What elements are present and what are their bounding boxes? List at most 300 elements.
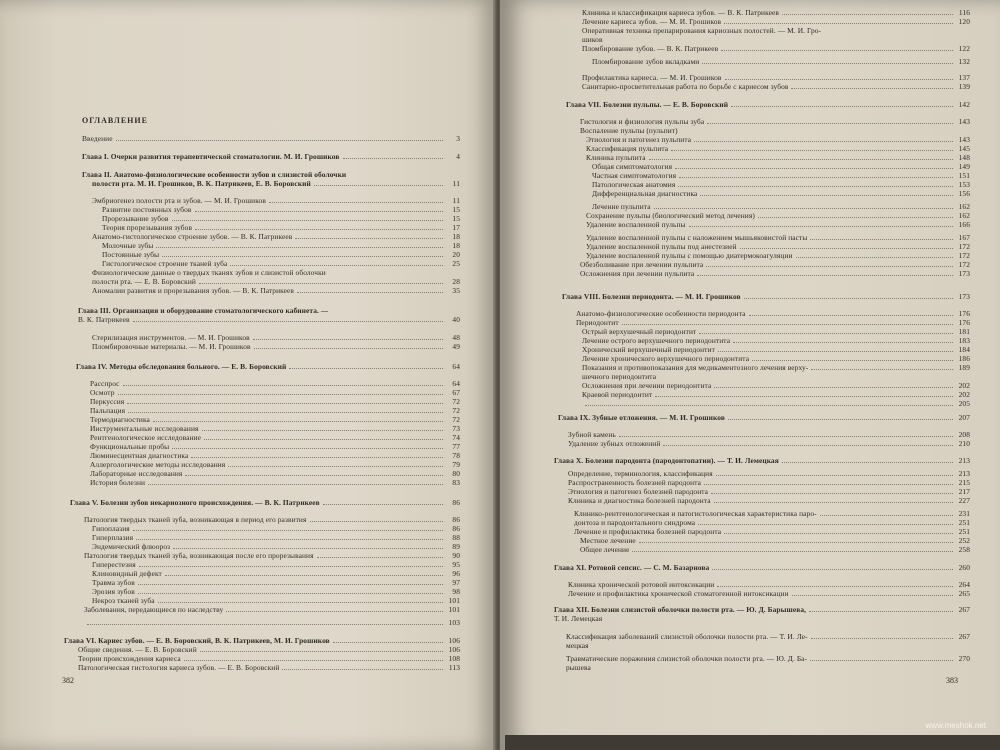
- toc-entry: [586, 251, 970, 260]
- toc-entry-title: Частная симптоматология: [592, 171, 677, 180]
- toc-page-number: 270: [958, 654, 970, 663]
- toc-entry: [92, 286, 460, 295]
- left-page: [0, 0, 496, 750]
- toc-page-number: 260: [958, 563, 970, 572]
- toc-heading: ОГЛАВЛЕНИЕ: [82, 116, 148, 125]
- dot-leader: [297, 292, 443, 293]
- toc-entry: [90, 379, 460, 388]
- toc-entry-title: Пальпация: [90, 406, 126, 415]
- toc-entry: [566, 632, 970, 641]
- dot-leader: [116, 140, 443, 141]
- dot-leader: [706, 266, 953, 267]
- dot-leader: [711, 493, 953, 494]
- toc-entry: [582, 82, 970, 91]
- toc-entry-title: Расспрос: [90, 379, 120, 388]
- toc-entry-title: Стерилизация инструментов. — М. И. Грошиков: [92, 333, 250, 342]
- toc-entry: [568, 439, 970, 448]
- toc-page-number: 172: [958, 242, 970, 251]
- toc-page-number: 151: [958, 171, 970, 180]
- toc-entry: [582, 35, 970, 44]
- toc-page-number: 40: [452, 315, 460, 324]
- toc-page-number: 173: [958, 269, 970, 278]
- toc-chapter-entry: [82, 152, 460, 161]
- toc-entry-title: Санитарно-просветительная работа по борьбе с кариесом зубов: [582, 82, 789, 91]
- dot-leader: [733, 342, 953, 343]
- dot-leader: [200, 651, 443, 652]
- toc-chapter-entry: [92, 179, 460, 188]
- dot-leader: [796, 257, 953, 258]
- toc-page-number: 86: [452, 524, 460, 533]
- toc-entry-title: Классификация пульпита: [586, 144, 669, 153]
- dot-leader: [632, 551, 953, 552]
- dot-leader: [654, 208, 953, 209]
- toc-entry-title: Удаление воспаленной пульпы под анестезией: [586, 242, 737, 251]
- toc-page-number: 80: [452, 469, 460, 478]
- toc-page-number: 213: [958, 469, 970, 478]
- dot-leader: [323, 504, 443, 505]
- toc-page-number: 86: [452, 515, 460, 524]
- toc-entry-title: Удаление зубных отложений: [568, 439, 661, 448]
- toc-entry-title: Лабораторные исследования: [90, 469, 183, 478]
- toc-left: [0, 0, 496, 750]
- toc-entry: [582, 381, 970, 390]
- toc-entry-title: Зубной камень: [568, 430, 616, 439]
- toc-entry-title: Осложнения при лечении периодонтита: [582, 381, 712, 390]
- book-cover-edge: [505, 735, 1000, 750]
- toc-entry: [574, 509, 970, 518]
- toc-entry: [568, 478, 970, 487]
- dot-leader: [87, 624, 443, 625]
- dot-leader: [185, 475, 443, 476]
- toc-page-number: 74: [452, 433, 460, 442]
- dot-leader: [195, 211, 444, 212]
- toc-page-number: 15: [452, 205, 460, 214]
- toc-entry: [90, 469, 460, 478]
- toc-entry-title: Периодонтит: [576, 318, 619, 327]
- dot-leader: [717, 586, 953, 587]
- toc-entry: [574, 527, 970, 536]
- dot-leader: [317, 557, 443, 558]
- dot-leader: [619, 436, 953, 437]
- toc-entry: [102, 223, 460, 232]
- dot-leader: [752, 360, 953, 361]
- toc-page-number: 149: [958, 162, 970, 171]
- toc-entry: [102, 250, 460, 259]
- toc-entry: [90, 451, 460, 460]
- toc-page-number: 231: [958, 509, 970, 518]
- dot-leader: [295, 238, 443, 239]
- toc-page-number: 101: [448, 605, 460, 614]
- dot-leader: [343, 158, 444, 159]
- toc-entry-title: Пломбирование зубов вкладками: [592, 57, 700, 66]
- toc-entry-title: Осложнения при лечении пульпита: [580, 269, 695, 278]
- toc-entry: [582, 363, 970, 372]
- toc-entry-title: Общие сведения. — Е. В. Боровский: [78, 645, 197, 654]
- dot-leader: [820, 515, 953, 516]
- toc-entry: [568, 589, 970, 598]
- toc-entry: [92, 232, 460, 241]
- toc-entry: [568, 430, 970, 439]
- dot-leader: [699, 333, 953, 334]
- toc-page-number: 142: [958, 100, 970, 109]
- toc-entry: [92, 578, 460, 587]
- toc-entry: [582, 17, 970, 26]
- toc-entry: [90, 388, 460, 397]
- toc-page-number: 101: [448, 596, 460, 605]
- toc-page-number: 189: [958, 363, 970, 372]
- toc-entry: [582, 44, 970, 53]
- dot-leader: [136, 539, 443, 540]
- watermark: www.meshok.net: [925, 721, 986, 730]
- toc-page-number: 183: [958, 336, 970, 345]
- toc-page-number: 153: [958, 180, 970, 189]
- toc-page-number: 122: [958, 44, 970, 53]
- toc-page-number: 72: [452, 397, 460, 406]
- toc-entry-title: Гиперплазия: [92, 533, 134, 542]
- toc-entry: [592, 180, 970, 189]
- toc-entry-title: Аллергологические методы исследования: [90, 460, 226, 469]
- toc-entry: [566, 663, 970, 672]
- dot-leader: [698, 524, 953, 525]
- dot-leader: [724, 23, 953, 24]
- dot-leader: [716, 475, 953, 476]
- toc-entry-title: Эрозия зубов: [92, 587, 135, 596]
- dot-leader: [714, 502, 953, 503]
- toc-page-number: 88: [452, 533, 460, 542]
- dot-leader: [718, 351, 953, 352]
- toc-entry: [582, 327, 970, 336]
- toc-page-number: 162: [958, 202, 970, 211]
- toc-entry-title: Дифференциальная диагностика: [592, 189, 698, 198]
- toc-page-number: 217: [958, 487, 970, 496]
- toc-page-number: 264: [958, 580, 970, 589]
- dot-leader: [639, 542, 953, 543]
- dot-leader: [655, 396, 953, 397]
- toc-page-number: 64: [452, 379, 460, 388]
- dot-leader: [649, 159, 953, 160]
- toc-page-number: 252: [958, 536, 970, 545]
- toc-entry-title: Местное лечение: [580, 536, 636, 545]
- toc-entry: [566, 641, 970, 650]
- dot-leader: [204, 439, 443, 440]
- toc-entry-title: Глава II. Анатомо-физиологические особенности зубов и слизистой оболочки: [82, 170, 347, 179]
- toc-entry-title: Пломбирование зубов. — В. К. Патрикеев: [582, 44, 719, 53]
- toc-entry: [586, 135, 970, 144]
- dot-leader: [253, 339, 443, 340]
- dot-leader: [158, 602, 443, 603]
- toc-entry: [586, 144, 970, 153]
- toc-page-number: 35: [452, 286, 460, 295]
- toc-page-number: 202: [958, 381, 970, 390]
- toc-entry: [592, 57, 970, 66]
- dot-leader: [810, 660, 953, 661]
- dot-leader: [675, 168, 953, 169]
- toc-entry-title: История болезни: [90, 478, 146, 487]
- dot-leader: [731, 106, 953, 107]
- dot-leader: [289, 368, 443, 369]
- toc-entry-title: Перкуссия: [90, 397, 125, 406]
- toc-entry: [586, 242, 970, 251]
- dot-leader: [811, 369, 953, 370]
- toc-entry: [580, 117, 970, 126]
- toc-page-number: 162: [958, 211, 970, 220]
- toc-entry-title: Удаление воспаленной пульпы с помощью диатермокоагуляции: [586, 251, 793, 260]
- toc-entry: [90, 478, 460, 487]
- toc-entry-title: полости рта. — Е. В. Боровский: [92, 277, 196, 286]
- toc-entry-title: Лечение кариеса зубов. — М. И. Грошиков: [582, 17, 722, 26]
- toc-entry: [592, 189, 970, 198]
- toc-page-number: 137: [958, 73, 970, 82]
- dot-leader: [199, 283, 443, 284]
- toc-page-number: 97: [452, 578, 460, 587]
- toc-page-number: 258: [958, 545, 970, 554]
- right-page: [500, 0, 1000, 750]
- toc-entry-title: Сохранение пульпы (биологический метод лечения): [586, 211, 755, 220]
- toc-entry-title: Глава V. Болезни зубов некариозного происхождения. — В. К. Патрикеев: [70, 498, 320, 507]
- dot-leader: [184, 660, 443, 661]
- dot-leader: [314, 185, 443, 186]
- toc-page-number: 48: [452, 333, 460, 342]
- toc-entry-title: Заболевания, передающиеся по наследству: [84, 605, 224, 614]
- toc-entry: [82, 134, 460, 143]
- toc-entry-title: Лечение и профилактика хронической стоматогенной интоксикации: [568, 589, 789, 598]
- dot-leader: [123, 385, 443, 386]
- toc-chapter-entry: [76, 362, 460, 371]
- toc-entry: [568, 496, 970, 505]
- toc-entry-title: Патологическая анатомия: [592, 180, 676, 189]
- toc-entry: [92, 587, 460, 596]
- toc-entry-title: Глава XII. Болезни слизистой оболочки полости рта. — Ю. Д. Барышева,: [554, 605, 807, 614]
- dot-leader: [679, 177, 953, 178]
- toc-page-number: 18: [452, 232, 460, 241]
- toc-page-number: 213: [958, 456, 970, 465]
- dot-leader: [148, 484, 443, 485]
- dot-leader: [172, 220, 444, 221]
- toc-entry-title: Общая симптоматология: [592, 162, 673, 171]
- toc-entry: [102, 259, 460, 268]
- toc-entry-title: В. К. Патрикеев: [78, 315, 130, 324]
- dot-leader: [791, 88, 953, 89]
- toc-chapter-entry: [554, 456, 970, 465]
- toc-entry-title: Клиника и классификация кариеса зубов. — В. К. Патрикеев: [582, 8, 779, 17]
- toc-entry: [568, 580, 970, 589]
- dot-leader: [333, 642, 443, 643]
- dot-leader: [191, 457, 443, 458]
- toc-page-number: 215: [958, 478, 970, 487]
- toc-chapter-entry: [558, 413, 970, 422]
- dot-leader: [792, 595, 953, 596]
- dot-leader: [172, 448, 443, 449]
- toc-page-number: 17: [452, 223, 460, 232]
- toc-entry-title: Некроз тканей зуба: [92, 596, 155, 605]
- toc-entry-title: Гистологическое строение тканей зуба: [102, 259, 228, 268]
- toc-entry: [92, 533, 460, 542]
- toc-entry: [566, 654, 970, 663]
- toc-entry-title: Глава VII. Болезни пульпы. — Е. В. Боровский: [566, 100, 729, 109]
- toc-page-number: 11: [452, 179, 460, 188]
- toc-entry: [78, 315, 460, 324]
- toc-entry-title: Глава VI. Кариес зубов. — Е. В. Боровский, В. К. Патрикеев, М. И. Грошиков: [64, 636, 330, 645]
- toc-entry-title: Хронический верхушечный периодонтит: [582, 345, 715, 354]
- toc-entry-title: Гистология и физиология пульпы зуба: [580, 117, 705, 126]
- toc-page-number: 120: [958, 17, 970, 26]
- dot-leader: [744, 298, 953, 299]
- toc-page-number: 95: [452, 560, 460, 569]
- toc-page-number: 86: [452, 498, 460, 507]
- toc-entry: [90, 460, 460, 469]
- toc-entry: [568, 487, 970, 496]
- toc-entry-title: Этиология и патогенез болезней пародонта: [568, 487, 709, 496]
- dot-leader: [139, 566, 443, 567]
- toc-page-number: 25: [452, 259, 460, 268]
- toc-chapter-entry: [70, 498, 460, 507]
- toc-page-number: 79: [452, 460, 460, 469]
- toc-entry-title: Лечение хронического верхушечного периодонтита: [582, 354, 750, 363]
- toc-entry: [592, 202, 970, 211]
- toc-entry-title: Развитие постоянных зубов: [102, 205, 192, 214]
- toc-entry: [574, 518, 970, 527]
- toc-page-number: 265: [958, 589, 970, 598]
- toc-entry: [90, 433, 460, 442]
- toc-chapter-entry: [562, 292, 970, 301]
- toc-entry-title: Пломбировочные материалы. — М. И. Грошиков: [92, 342, 251, 351]
- toc-entry: [92, 569, 460, 578]
- toc-page-number: 73: [452, 424, 460, 433]
- toc-entry: [582, 345, 970, 354]
- toc-entry: [92, 342, 460, 351]
- dot-leader: [162, 256, 443, 257]
- dot-leader: [678, 186, 953, 187]
- toc-entry-title: Термодиагностика: [90, 415, 150, 424]
- dot-leader: [128, 412, 443, 413]
- toc-page-number: 143: [958, 135, 970, 144]
- toc-page-number: 18: [452, 241, 460, 250]
- toc-entry: [580, 536, 970, 545]
- dot-leader: [173, 548, 443, 549]
- toc-entry: [582, 354, 970, 363]
- dot-leader: [809, 611, 953, 612]
- toc-entry: [84, 618, 460, 627]
- toc-page-number: 202: [958, 390, 970, 399]
- toc-entry: [582, 26, 970, 35]
- toc-entry: [78, 663, 460, 672]
- dot-leader: [663, 445, 953, 446]
- dot-leader: [782, 14, 953, 15]
- toc-entry: [582, 8, 970, 17]
- toc-entry: [586, 220, 970, 229]
- toc-page-number: 90: [452, 551, 460, 560]
- toc-entry-title: Рентгенологическое исследование: [90, 433, 202, 442]
- toc-page-number: 184: [958, 345, 970, 354]
- toc-entry-title: Осмотр: [90, 388, 115, 397]
- toc-entry-title: Лечение острого верхушечного периодонтита: [582, 336, 731, 345]
- toc-entry: [592, 162, 970, 171]
- toc-page-number: 172: [958, 251, 970, 260]
- toc-page-number: 96: [452, 569, 460, 578]
- toc-chapter-entry: [64, 636, 460, 645]
- toc-entry: [576, 309, 970, 318]
- toc-entry: [78, 654, 460, 663]
- toc-page-number: 15: [452, 214, 460, 223]
- toc-page-number: 156: [958, 189, 970, 198]
- dot-leader: [127, 403, 443, 404]
- toc-entry: [576, 318, 970, 327]
- toc-entry-title: Удаление воспаленной пульпы с наложением мышьяковистой пасты: [586, 233, 808, 242]
- dot-leader: [714, 387, 953, 388]
- toc-page-number: 72: [452, 415, 460, 424]
- toc-entry: [582, 390, 970, 399]
- toc-entry: [92, 196, 460, 205]
- toc-entry: [90, 424, 460, 433]
- toc-page-number: 205: [958, 399, 970, 408]
- toc-right: [500, 0, 1000, 750]
- toc-entry-title: Физиологические данные о твердых тканях зубов и слизистой оболочки: [92, 268, 326, 277]
- toc-entry-title: Глава IV. Методы обследования больного. — Е. В. Боровский: [76, 362, 287, 371]
- toc-entry-title: Показания и противопоказания для медикаментозного лечения верху-: [582, 363, 809, 372]
- dot-leader: [254, 348, 443, 349]
- page-number-left: 382: [62, 676, 74, 685]
- dot-leader: [728, 419, 953, 420]
- toc-entry: [84, 515, 460, 524]
- toc-entry: [102, 205, 460, 214]
- toc-page-number: 227: [958, 496, 970, 505]
- toc-entry-title: Гипоплазия: [92, 524, 130, 533]
- toc-entry-title: Этиология и патогенез пульпита: [586, 135, 692, 144]
- toc-page-number: 4: [456, 152, 460, 161]
- toc-page-number: 267: [958, 632, 970, 641]
- dot-leader: [725, 79, 953, 80]
- toc-entry: [84, 551, 460, 560]
- toc-entry-title: рышева: [566, 663, 591, 672]
- toc-entry-title: Аномалии развития и прорезывания зубов. — В. К. Патрикеев: [92, 286, 295, 295]
- page-number-right: 383: [946, 676, 958, 685]
- dot-leader: [704, 484, 953, 485]
- toc-entry: [78, 645, 460, 654]
- toc-entry: [582, 399, 970, 408]
- toc-entry: [90, 442, 460, 451]
- toc-page-number: 20: [452, 250, 460, 259]
- dot-leader: [671, 150, 953, 151]
- toc-entry-title: Патология твердых тканей зуба, возникающая в период его развития: [84, 515, 307, 524]
- toc-entry: [580, 126, 970, 135]
- dot-leader: [202, 430, 444, 431]
- toc-page-number: 103: [448, 618, 460, 627]
- toc-entry-title: Классификация заболеваний слизистой оболочки полости рта. — Т. И. Ле-: [566, 632, 808, 641]
- toc-entry-title: шиков: [582, 35, 603, 44]
- toc-page-number: 11: [452, 196, 460, 205]
- toc-entry-title: Прорезывание зубов: [102, 214, 169, 223]
- dot-leader: [118, 394, 443, 395]
- toc-entry-title: Клиника и диагностика болезней пародонта: [568, 496, 711, 505]
- dot-leader: [133, 321, 443, 322]
- dot-leader: [310, 521, 444, 522]
- toc-entry-title: Глава XI. Ротовой сепсис. — С. М. Базарнова: [554, 563, 710, 572]
- toc-page-number: 173: [958, 292, 970, 301]
- toc-page-number: 181: [958, 327, 970, 336]
- toc-entry: [582, 336, 970, 345]
- toc-entry: [592, 171, 970, 180]
- toc-page-number: 77: [452, 442, 460, 451]
- toc-page-number: 89: [452, 542, 460, 551]
- dot-leader: [740, 248, 953, 249]
- toc-entry-title: Оперативная техника препарирования кариозных полостей. — М. И. Гро-: [582, 26, 822, 35]
- toc-entry-title: Обезболивание при лечении пульпита: [580, 260, 704, 269]
- toc-chapter-entry: [82, 170, 460, 179]
- toc-page-number: 132: [958, 57, 970, 66]
- toc-page-number: 98: [452, 587, 460, 596]
- dot-leader: [269, 202, 443, 203]
- toc-page-number: 172: [958, 260, 970, 269]
